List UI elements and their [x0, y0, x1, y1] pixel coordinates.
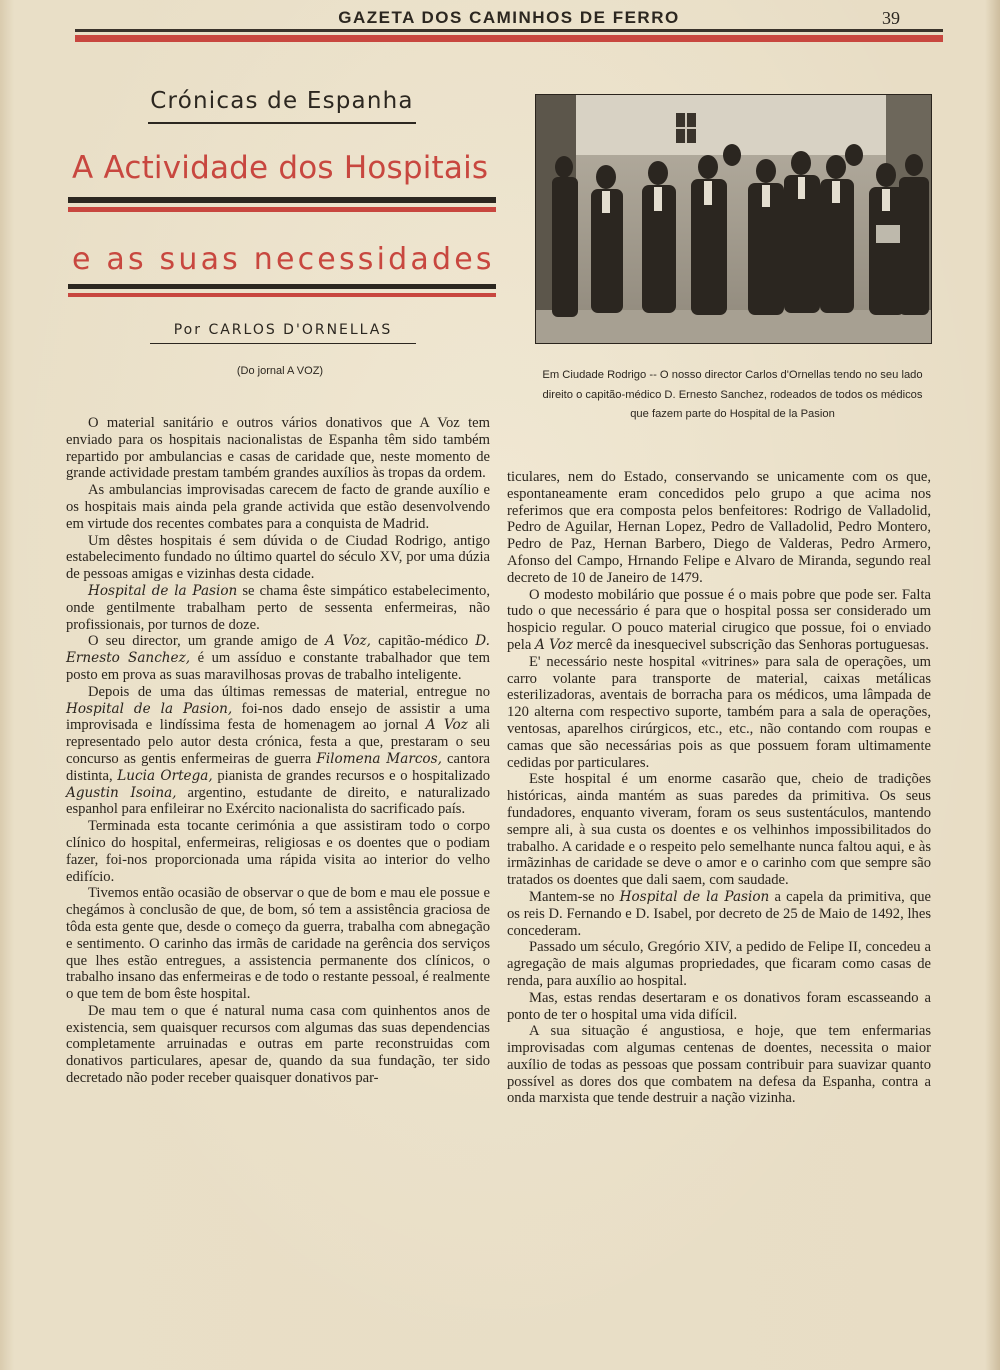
text-run: ali representado pelo autor desta crónica, festa a que, prestaram o seu concurso as gentis enfermeiras de guerra — [66, 717, 490, 767]
paragraph — [507, 587, 931, 654]
section-label: Crónicas de Espanha — [150, 88, 414, 114]
paragraph: Mas, estas rendas desertaram e os donativos foram escasseando a ponto de ter o hospital uma vida difícil. — [507, 989, 931, 1023]
paragraph: O material sanitário e outros vários donativos que A Voz tem enviado para os hospitais nacionalistas de Espanha têm sido também repartido por ambulancias e casas de caridade que, neste momento de grande actividade prestam também grandes auxílios às tropas da ordem. — [66, 415, 490, 482]
paragraph: De mau tem o que é natural numa casa com quinhentos anos de existencia, sem quaisquer recursos com algumas das suas dependencias completamente arruinadas e outras em parte reconstruidas com donativos particulares, apesar de, quando da sua fundação, ter sido decretado não poder receber quaisquer donativos par- — [66, 1002, 490, 1087]
subheadline-rule-red — [68, 293, 496, 297]
italic-text: A Voz, — [325, 633, 371, 650]
byline-underline — [150, 343, 416, 344]
italic-text: Filomena Marcos, — [316, 750, 442, 767]
italic-text: Hospital de la Pasion — [619, 888, 770, 905]
italic-text: A Voz — [534, 636, 574, 653]
page-number: 39 — [882, 8, 900, 28]
paragraph: Um dêstes hospitais é sem dúvida o de Ciudad Rodrigo, antigo estabelecimento fundado no último quartel do século XV, por uma dúzia de pessoas amigas e vizinhas desta cidade. — [66, 532, 490, 583]
photo-illustration — [536, 95, 931, 343]
text-run: O modesto mobilário que possue é o mais pobre que pode ser. Falta tudo o que necessário é para que o hospital possa ser considerado um hospicio regular. O pouco material cirugico que possue, foi o enviado pela — [507, 586, 931, 653]
paragraph: ticulares, nem do Estado, conservando se unicamente com os que, espontaneamente eram concedidos pelo grupo a que acima nos referimos que era composta pelos benfeitores: Rodrigo de Valladolid, Pedro de Aguilar, Hernan Lopez, Pedro de Valladolid, Pedro Montero, Pedro de Paz, Hernan Barbero, Diego de Valderas, Pedro Armero, Afonso del Campo, Hrnando Felipe e Alvaro de Miranda, segundo real decreto de 10 de Janeiro de 1479. — [507, 469, 931, 586]
paragraph — [66, 633, 490, 683]
text-run: O seu director, um grande amigo de — [88, 633, 326, 650]
text-run: mercê da inesquecivel subscrição das Senhoras portuguesas. — [573, 636, 929, 653]
paragraph: Passado um século, Gregório XIV, a pedido de Felipe II, concedeu a agregação de mais algumas propriedades, que ficaram como casas de renda, para auxílio ao hospital. — [507, 939, 931, 989]
section-underline — [148, 122, 416, 124]
article-column-right — [507, 469, 931, 1107]
paragraph: Este hospital é um enorme casarão que, cheio de tradições históricas, ainda mantém as suas paredes da primitiva. Os seus fundadores, enquanto viveram, foram os seus sustentáculos, mantendo sempre ali, à sua custa os doentes e os velhinhos impossibilitados do trabalho. A caridade e o respeito pelo semelhante nunca faltou aqui, e às irmãzinhas de caridade se deve o amor e o carinho com que sempre são tratados os doentes que dali saem, com saudade. — [507, 771, 931, 889]
header-rule-dark — [75, 29, 943, 32]
italic-text: Agustin Isoina, — [66, 784, 177, 801]
italic-text: Lucia Ortega, — [117, 767, 213, 784]
paragraph: A sua situação é angustiosa, e hoje, que tem enfermarias improvisadas com algumas centenas de doentes, necessita o maior auxílio de todas as pessoas que possam contribuir para suavizar quanto possível as dores dos que combatem na defesa da Espanha, contra a onda marxista que tende destruir a nação vizinha. — [507, 1023, 931, 1107]
journal-title: GAZETA DOS CAMINHOS DE FERRO — [338, 8, 680, 27]
headline-rule-red — [68, 207, 496, 212]
text-run: capitão-médico — [371, 633, 476, 650]
paragraph — [66, 583, 490, 633]
text-run: cantora distinta, — [66, 750, 490, 784]
paragraph: As ambulancias improvisadas carecem de facto de grande auxílio e os hospitais mais ainda pela grande activida que estão desenvolvendo em virtude dos recentes combates para a conquista de Madrid. — [66, 482, 490, 532]
paragraph: Tivemos então ocasião de observar o que de bom e mau ele possue e chegámos à conclusão de que, de bom, só tem a assistência graciosa de tôda esta gente que, desde o começo da guerra, trabalha com abnegação e sentimento. O carinho das irmãs de caridade na gerência dos serviços que lhes estão entregues, a assistencia permanente dos clínicos, o trabalho insano das enfermeiras e de todo o restante pessoal, é realmente o que tem de bom êste hospital. — [66, 885, 490, 1003]
text-run: a capela da primitiva, que os reis D. Fernando e D. Isabel, por decreto de 25 de Maio de 1492, lhes concederam. — [507, 888, 931, 939]
article-column-left — [66, 415, 490, 1087]
italic-text: A Voz — [425, 717, 468, 734]
italic-text: Hospital de la Pasion — [88, 582, 238, 599]
text-run: é um assíduo e constante trabalhador que tem posto em prova as suas maravilhosas provas de trabalho inteligente. — [66, 650, 490, 683]
headline-line-1: A Actividade dos Hospitais — [72, 150, 489, 186]
header-rule-red — [75, 35, 943, 42]
paragraph: Terminada esta tocante cerimónia a que assistiram todo o corpo clínico do hospital, enfermeiras, religiosas e os doentes que o podiam fazer, foi-nos proporcionada uma rápida visita ao interior do velho edifício. — [66, 818, 490, 885]
subheadline-rule-dark — [68, 284, 496, 289]
italic-text: Hospital de la Pasion, — [66, 700, 233, 717]
byline: Por CARLOS D'ORNELLAS — [173, 322, 393, 338]
text-run: Mantem-se no — [529, 888, 620, 905]
text-run: argentino, estudante de direito, e naturalizado espanhol para enfileirar no Exército nacionalista do sacrificado país. — [66, 784, 490, 818]
text-run: Depois de uma das últimas remessas de material, entregue no — [88, 683, 490, 700]
paragraph — [507, 889, 931, 939]
photo-caption: Em Ciudade Rodrigo -- O nosso director Carlos d'Ornellas tendo no seu lado direito o capitão-médico D. Ernesto Sanchez, rodeados de todos os médicos que fazem parte do Hospital de la Pasion — [542, 369, 923, 421]
italic-text: D. Ernesto Sanchez, — [66, 633, 491, 667]
text-run: se chama êste simpático estabelecimento, onde gentilmente trabalham perto de sessenta enfermeiras, não profissionais, por turnos de doze. — [66, 582, 490, 633]
text-run: foi-nos dado ensejo de assistir a uma improvisada e lindíssima festa de homenagem ao jornal — [66, 700, 490, 734]
group-photo — [535, 94, 932, 344]
headline-line-2: e as suas necessidades — [72, 242, 495, 277]
running-header — [78, 6, 940, 30]
paragraph: E' necessário neste hospital «vitrines» para sala de operações, um carro volante para transporte de material, caixas metálicas esterilizadoras, aventais de borracha para os médicos, uma lâmpada de 120 alterna com respectivo suporte, também para a sala de operações, ventosas, aparelhos cirúrgicos, etc., etc., não contando com roupas e camas que são necessárias pois as que possuem foram ultimamente cedidas por particulares. — [507, 653, 931, 771]
headline-rule-dark — [68, 197, 496, 203]
text-run: pianista de grandes recursos e o hospitalizado — [212, 767, 490, 784]
paragraph — [66, 684, 490, 818]
source-note: (Do jornal A VOZ) — [236, 365, 324, 377]
